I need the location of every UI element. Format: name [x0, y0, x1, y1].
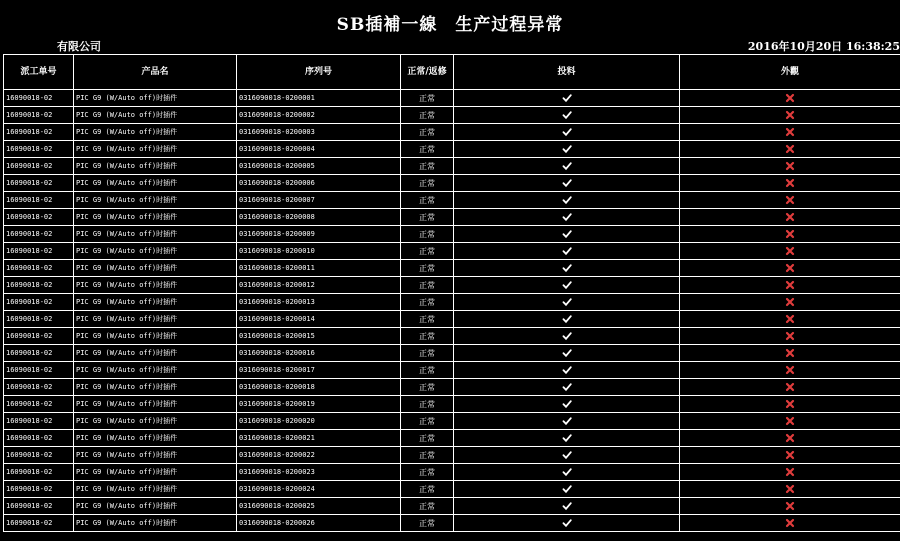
appearance-cell — [680, 481, 900, 498]
column-header-status: 正常/返修 — [401, 55, 454, 90]
status-cell: 正常 — [401, 90, 454, 107]
cross-icon — [785, 467, 795, 477]
appearance-cell — [680, 124, 900, 141]
table-row — [4, 260, 900, 277]
feed-cell — [454, 396, 680, 413]
cross-icon — [785, 93, 795, 103]
table-row — [4, 515, 900, 532]
feed-cell — [454, 277, 680, 294]
product-cell: PIC G9 (W/Auto off)时插件 — [74, 260, 237, 277]
check-icon — [562, 467, 572, 477]
appearance-cell — [680, 515, 900, 532]
product-cell: PIC G9 (W/Auto off)时插件 — [74, 158, 237, 175]
appearance-cell — [680, 209, 900, 226]
product-cell: PIC G9 (W/Auto off)时插件 — [74, 226, 237, 243]
status-cell: 正常 — [401, 328, 454, 345]
cross-icon — [785, 195, 795, 205]
cross-icon — [785, 314, 795, 324]
cross-icon — [785, 331, 795, 341]
feed-cell — [454, 345, 680, 362]
serial-cell: 0316090018-0200008 — [237, 209, 401, 226]
status-cell: 正常 — [401, 447, 454, 464]
table-row — [4, 209, 900, 226]
feed-cell — [454, 413, 680, 430]
table-row — [4, 362, 900, 379]
table-row — [4, 192, 900, 209]
status-cell: 正常 — [401, 124, 454, 141]
cross-icon — [785, 501, 795, 511]
check-icon — [562, 212, 572, 222]
page-title: SB插補一線 生产过程异常 — [336, 15, 564, 35]
serial-cell: 0316090018-0200003 — [237, 124, 401, 141]
feed-cell — [454, 124, 680, 141]
product-cell: PIC G9 (W/Auto off)时插件 — [74, 141, 237, 158]
product-cell: PIC G9 (W/Auto off)时插件 — [74, 515, 237, 532]
check-icon — [562, 314, 572, 324]
cross-icon — [785, 365, 795, 375]
serial-cell: 0316090018-0200013 — [237, 294, 401, 311]
table-row — [4, 158, 900, 175]
feed-cell — [454, 294, 680, 311]
status-cell: 正常 — [401, 226, 454, 243]
feed-cell — [454, 430, 680, 447]
serial-cell: 0316090018-0200006 — [237, 175, 401, 192]
serial-cell: 0316090018-0200005 — [237, 158, 401, 175]
table-row — [4, 107, 900, 124]
status-cell: 正常 — [401, 277, 454, 294]
appearance-cell — [680, 90, 900, 107]
order-cell: 16090018-02 — [4, 396, 74, 413]
check-icon — [562, 382, 572, 392]
appearance-cell — [680, 243, 900, 260]
product-cell: PIC G9 (W/Auto off)时插件 — [74, 243, 237, 260]
check-icon — [562, 297, 572, 307]
table-header-row — [4, 55, 900, 90]
serial-cell: 0316090018-0200009 — [237, 226, 401, 243]
product-cell: PIC G9 (W/Auto off)时插件 — [74, 311, 237, 328]
order-cell: 16090018-02 — [4, 481, 74, 498]
order-cell: 16090018-02 — [4, 362, 74, 379]
product-cell: PIC G9 (W/Auto off)时插件 — [74, 430, 237, 447]
serial-cell: 0316090018-0200014 — [237, 311, 401, 328]
appearance-cell — [680, 362, 900, 379]
table-body — [4, 90, 900, 532]
table-row — [4, 345, 900, 362]
feed-cell — [454, 90, 680, 107]
check-icon — [562, 127, 572, 137]
cross-icon — [785, 297, 795, 307]
table-row — [4, 498, 900, 515]
feed-cell — [454, 243, 680, 260]
table-row — [4, 277, 900, 294]
serial-cell: 0316090018-0200025 — [237, 498, 401, 515]
product-cell: PIC G9 (W/Auto off)时插件 — [74, 396, 237, 413]
check-icon — [562, 450, 572, 460]
feed-cell — [454, 447, 680, 464]
feed-cell — [454, 158, 680, 175]
order-cell: 16090018-02 — [4, 158, 74, 175]
order-cell: 16090018-02 — [4, 464, 74, 481]
feed-cell — [454, 311, 680, 328]
feed-cell — [454, 192, 680, 209]
cross-icon — [785, 382, 795, 392]
order-cell: 16090018-02 — [4, 226, 74, 243]
serial-cell: 0316090018-0200017 — [237, 362, 401, 379]
order-cell: 16090018-02 — [4, 192, 74, 209]
serial-cell: 0316090018-0200004 — [237, 141, 401, 158]
check-icon — [562, 195, 572, 205]
cross-icon — [785, 416, 795, 426]
check-icon — [562, 433, 572, 443]
table-row — [4, 481, 900, 498]
order-cell: 16090018-02 — [4, 141, 74, 158]
feed-cell — [454, 260, 680, 277]
serial-cell: 0316090018-0200019 — [237, 396, 401, 413]
serial-cell: 0316090018-0200021 — [237, 430, 401, 447]
table-row — [4, 226, 900, 243]
appearance-cell — [680, 294, 900, 311]
check-icon — [562, 144, 572, 154]
product-cell: PIC G9 (W/Auto off)时插件 — [74, 447, 237, 464]
serial-cell: 0316090018-0200001 — [237, 90, 401, 107]
table-row — [4, 464, 900, 481]
product-cell: PIC G9 (W/Auto off)时插件 — [74, 413, 237, 430]
status-cell: 正常 — [401, 260, 454, 277]
check-icon — [562, 161, 572, 171]
cross-icon — [785, 246, 795, 256]
status-cell: 正常 — [401, 141, 454, 158]
appearance-cell — [680, 226, 900, 243]
appearance-cell — [680, 345, 900, 362]
company-name: 有限公司 — [57, 40, 101, 53]
check-icon — [562, 178, 572, 188]
cross-icon — [785, 161, 795, 171]
product-cell: PIC G9 (W/Auto off)时插件 — [74, 464, 237, 481]
feed-cell — [454, 328, 680, 345]
appearance-cell — [680, 158, 900, 175]
status-cell: 正常 — [401, 362, 454, 379]
status-cell: 正常 — [401, 209, 454, 226]
appearance-cell — [680, 192, 900, 209]
order-cell: 16090018-02 — [4, 277, 74, 294]
cross-icon — [785, 263, 795, 273]
serial-cell: 0316090018-0200024 — [237, 481, 401, 498]
appearance-cell — [680, 311, 900, 328]
product-cell: PIC G9 (W/Auto off)时插件 — [74, 294, 237, 311]
cross-icon — [785, 450, 795, 460]
appearance-cell — [680, 328, 900, 345]
cross-icon — [785, 399, 795, 409]
table-row — [4, 328, 900, 345]
check-icon — [562, 365, 572, 375]
product-cell: PIC G9 (W/Auto off)时插件 — [74, 379, 237, 396]
serial-cell: 0316090018-0200022 — [237, 447, 401, 464]
product-cell: PIC G9 (W/Auto off)时插件 — [74, 328, 237, 345]
status-cell: 正常 — [401, 379, 454, 396]
order-cell: 16090018-02 — [4, 260, 74, 277]
cross-icon — [785, 144, 795, 154]
product-cell: PIC G9 (W/Auto off)时插件 — [74, 107, 237, 124]
feed-cell — [454, 481, 680, 498]
appearance-cell — [680, 379, 900, 396]
table-row — [4, 175, 900, 192]
serial-cell: 0316090018-0200023 — [237, 464, 401, 481]
status-cell: 正常 — [401, 243, 454, 260]
appearance-cell — [680, 396, 900, 413]
cross-icon — [785, 229, 795, 239]
check-icon — [562, 501, 572, 511]
appearance-cell — [680, 141, 900, 158]
serial-cell: 0316090018-0200016 — [237, 345, 401, 362]
cross-icon — [785, 433, 795, 443]
serial-cell: 0316090018-0200020 — [237, 413, 401, 430]
order-cell: 16090018-02 — [4, 175, 74, 192]
table-row — [4, 294, 900, 311]
order-cell: 16090018-02 — [4, 498, 74, 515]
order-cell: 16090018-02 — [4, 243, 74, 260]
status-cell: 正常 — [401, 345, 454, 362]
order-cell: 16090018-02 — [4, 311, 74, 328]
column-header-appearance: 外觀 — [680, 55, 900, 90]
serial-cell: 0316090018-0200026 — [237, 515, 401, 532]
feed-cell — [454, 107, 680, 124]
check-icon — [562, 110, 572, 120]
status-cell: 正常 — [401, 396, 454, 413]
order-cell: 16090018-02 — [4, 107, 74, 124]
order-cell: 16090018-02 — [4, 413, 74, 430]
appearance-cell — [680, 413, 900, 430]
table-row — [4, 396, 900, 413]
order-cell: 16090018-02 — [4, 124, 74, 141]
order-cell: 16090018-02 — [4, 379, 74, 396]
order-cell: 16090018-02 — [4, 294, 74, 311]
status-cell: 正常 — [401, 158, 454, 175]
check-icon — [562, 246, 572, 256]
status-cell: 正常 — [401, 107, 454, 124]
feed-cell — [454, 226, 680, 243]
status-cell: 正常 — [401, 515, 454, 532]
cross-icon — [785, 110, 795, 120]
cross-icon — [785, 280, 795, 290]
column-header-product: 产品名 — [74, 55, 237, 90]
product-cell: PIC G9 (W/Auto off)时插件 — [74, 277, 237, 294]
status-cell: 正常 — [401, 430, 454, 447]
status-cell: 正常 — [401, 294, 454, 311]
appearance-cell — [680, 260, 900, 277]
order-cell: 16090018-02 — [4, 90, 74, 107]
feed-cell — [454, 464, 680, 481]
serial-cell: 0316090018-0200010 — [237, 243, 401, 260]
appearance-cell — [680, 430, 900, 447]
table-row — [4, 447, 900, 464]
cross-icon — [785, 212, 795, 222]
check-icon — [562, 399, 572, 409]
appearance-cell — [680, 464, 900, 481]
feed-cell — [454, 362, 680, 379]
serial-cell: 0316090018-0200015 — [237, 328, 401, 345]
column-header-serial: 序列号 — [237, 55, 401, 90]
appearance-cell — [680, 107, 900, 124]
table-row — [4, 430, 900, 447]
table-row — [4, 124, 900, 141]
feed-cell — [454, 515, 680, 532]
table-row — [4, 243, 900, 260]
status-cell: 正常 — [401, 498, 454, 515]
cross-icon — [785, 127, 795, 137]
status-cell: 正常 — [401, 175, 454, 192]
product-cell: PIC G9 (W/Auto off)时插件 — [74, 209, 237, 226]
product-cell: PIC G9 (W/Auto off)时插件 — [74, 192, 237, 209]
order-cell: 16090018-02 — [4, 328, 74, 345]
check-icon — [562, 229, 572, 239]
status-cell: 正常 — [401, 481, 454, 498]
table-row — [4, 379, 900, 396]
feed-cell — [454, 379, 680, 396]
feed-cell — [454, 498, 680, 515]
product-cell: PIC G9 (W/Auto off)时插件 — [74, 481, 237, 498]
appearance-cell — [680, 277, 900, 294]
status-cell: 正常 — [401, 311, 454, 328]
table-row — [4, 90, 900, 107]
check-icon — [562, 348, 572, 358]
order-cell: 16090018-02 — [4, 447, 74, 464]
check-icon — [562, 280, 572, 290]
status-cell: 正常 — [401, 413, 454, 430]
serial-cell: 0316090018-0200018 — [237, 379, 401, 396]
serial-cell: 0316090018-0200011 — [237, 260, 401, 277]
status-cell: 正常 — [401, 192, 454, 209]
product-cell: PIC G9 (W/Auto off)时插件 — [74, 345, 237, 362]
cross-icon — [785, 348, 795, 358]
product-cell: PIC G9 (W/Auto off)时插件 — [74, 124, 237, 141]
serial-cell: 0316090018-0200007 — [237, 192, 401, 209]
datetime-display: 2016年10月20日 16:38:25 — [747, 40, 900, 53]
table-row — [4, 413, 900, 430]
product-cell: PIC G9 (W/Auto off)时插件 — [74, 175, 237, 192]
production-table — [3, 54, 900, 532]
check-icon — [562, 263, 572, 273]
check-icon — [562, 331, 572, 341]
feed-cell — [454, 141, 680, 158]
table-row — [4, 141, 900, 158]
check-icon — [562, 484, 572, 494]
product-cell: PIC G9 (W/Auto off)时插件 — [74, 498, 237, 515]
product-cell: PIC G9 (W/Auto off)时插件 — [74, 362, 237, 379]
serial-cell: 0316090018-0200012 — [237, 277, 401, 294]
order-cell: 16090018-02 — [4, 515, 74, 532]
appearance-cell — [680, 447, 900, 464]
appearance-cell — [680, 175, 900, 192]
column-header-order: 派工单号 — [4, 55, 74, 90]
column-header-feed: 投料 — [454, 55, 680, 90]
order-cell: 16090018-02 — [4, 209, 74, 226]
order-cell: 16090018-02 — [4, 345, 74, 362]
appearance-cell — [680, 498, 900, 515]
cross-icon — [785, 518, 795, 528]
order-cell: 16090018-02 — [4, 430, 74, 447]
cross-icon — [785, 484, 795, 494]
status-cell: 正常 — [401, 464, 454, 481]
cross-icon — [785, 178, 795, 188]
feed-cell — [454, 209, 680, 226]
serial-cell: 0316090018-0200002 — [237, 107, 401, 124]
feed-cell — [454, 175, 680, 192]
check-icon — [562, 93, 572, 103]
table-row — [4, 311, 900, 328]
check-icon — [562, 518, 572, 528]
product-cell: PIC G9 (W/Auto off)时插件 — [74, 90, 237, 107]
check-icon — [562, 416, 572, 426]
